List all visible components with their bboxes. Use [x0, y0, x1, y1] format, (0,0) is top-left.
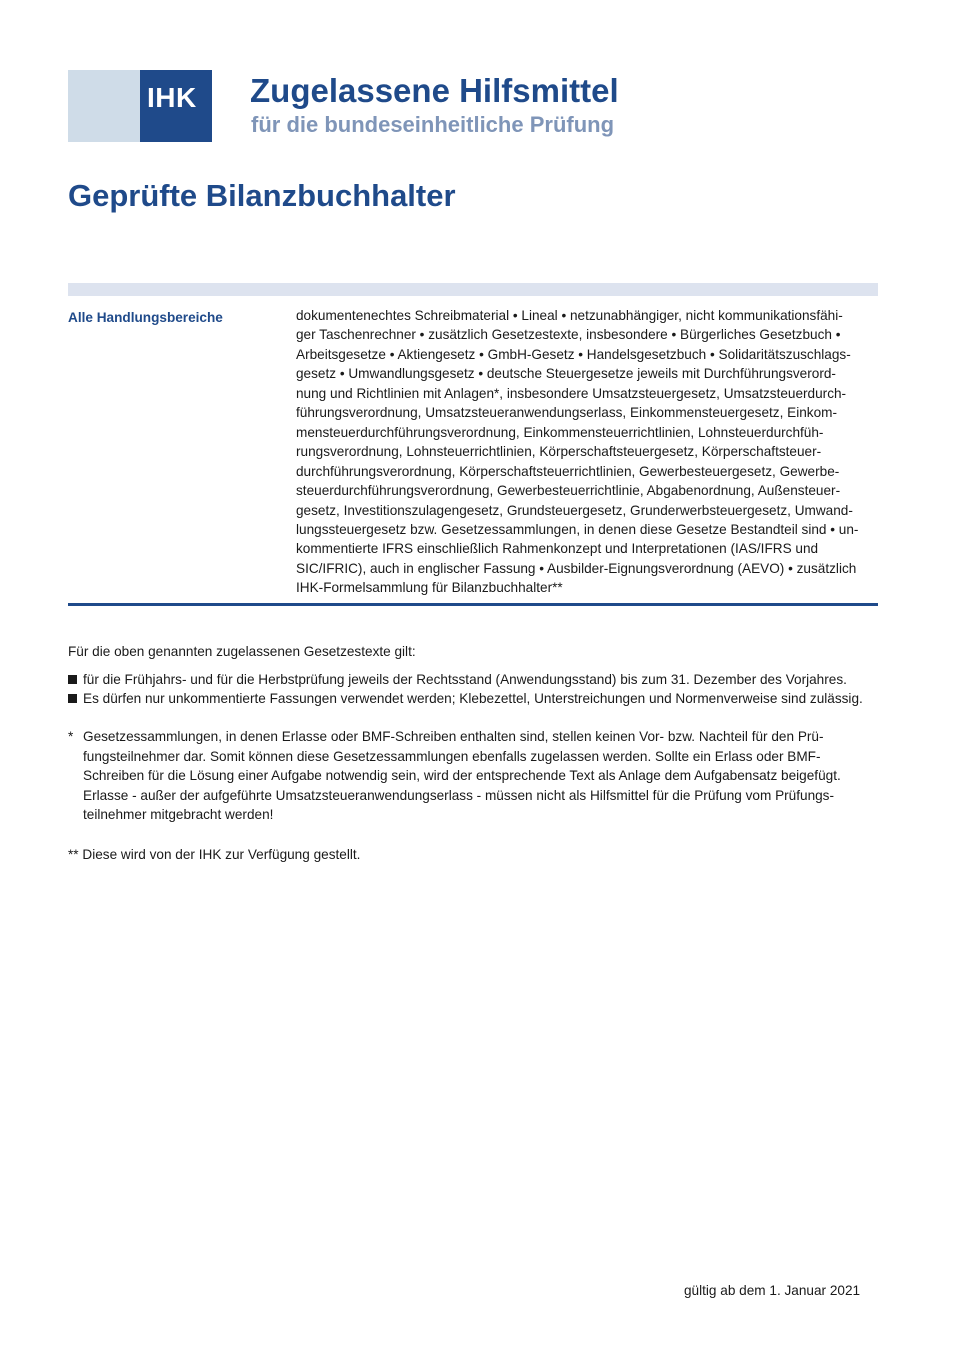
bullet-text: Es dürfen nur unkommentierte Fassungen verwendet werden; Klebezettel, Unterstreichungen und Normenverweise sind zulässig. — [83, 691, 863, 706]
footnote-line: Schreiben für die Lösung einer Aufgabe notwendig sein, wird der entsprechende Text als Anlage dem Aufgabensatz beigefügt. — [83, 768, 841, 784]
footnote-text: Diese wird von der IHK zur Verfügung gestellt. — [82, 847, 361, 862]
square-bullet-icon — [68, 694, 77, 703]
section-line: SIC/IFRIC), auch in englischer Fassung • Ausbilder-Eignungsverordnung (AEVO) • zusätzlich — [296, 560, 857, 576]
section-label: Alle Handlungsbereiche — [68, 310, 223, 325]
footnote-line: Erlasse - außer der aufgeführte Umsatzsteueranwendungserlass - müssen nicht als Hilfsmittel für die Prüfung vom Prüfungs- — [83, 787, 835, 803]
footnote-line: Gesetzessammlungen, in denen Erlasse oder BMF-Schreiben enthalten sind, stellen keinen Vor- bzw. Nachteil für den Prü- — [83, 729, 824, 744]
intro-text: Für die oben genannten zugelassenen Gesetzestexte gilt: — [68, 644, 416, 659]
square-bullet-icon — [68, 675, 77, 684]
logo-light-block — [68, 70, 140, 142]
section-line: ger Taschenrechner • zusätzlich Gesetzestexte, insbesondere • Bürgerliches Gesetzbuch • — [296, 327, 841, 343]
section-band — [68, 283, 878, 296]
section-line: dokumentenechtes Schreibmaterial • Lineal • netzunabhängiger, nicht kommunikationsfähi- — [296, 308, 843, 323]
section-divider — [68, 603, 878, 606]
footnote-mark: * — [68, 729, 74, 744]
section-line: durchführungsverordnung, Körperschaftsteuerrichtlinien, Gewerbesteuergesetz, Gewerbe- — [296, 463, 840, 479]
section-text — [296, 306, 881, 598]
header-title: Zugelassene Hilfsmittel — [250, 72, 619, 109]
section-line: nung und Richtlinien mit Anlagen*, insbesondere Umsatzsteuergesetz, Umsatzsteuerdurch- — [296, 385, 847, 401]
ihk-logo — [68, 70, 212, 142]
section-line: lungssteuergesetz bzw. Gesetzessammlungen, in denen diese Gesetze Bestandteil sind • un- — [296, 521, 859, 537]
section-line: IHK-Formelsammlung für Bilanzbuchhalter** — [296, 580, 563, 596]
page-title: Geprüfte Bilanzbuchhalter — [68, 178, 456, 213]
footnote-mark: ** — [68, 847, 79, 862]
validity-footer: gültig ab dem 1. Januar 2021 — [684, 1283, 861, 1298]
footnote-line: teilnehmer mitgebracht werden! — [83, 807, 274, 823]
section-line: Arbeitsgesetze • Aktiengesetz • GmbH-Gesetz • Handelsgesetzbuch • Solidaritätszuschlags- — [296, 346, 851, 362]
section-line: kommentierte IFRS einschließlich Rahmenkonzept und Interpretationen (IAS/IFRS und — [296, 541, 819, 557]
footnote-line: fungsteilnehmer dar. Somit können diese Gesetzessammlungen ebenfalls zugelassen werden. Sollte ein Erlass oder BMF- — [83, 748, 821, 764]
bullet-item — [68, 670, 847, 689]
logo-text: IHK — [147, 82, 197, 113]
section-line: rungsverordnung, Lohnsteuerrichtlinien, Körperschaftsteuergesetz, Körperschaftsteuer- — [296, 444, 822, 460]
header-subtitle: für die bundeseinheitliche Prüfung — [251, 112, 615, 137]
section-line: steuerdurchführungsverordnung, Gewerbesteuerrichtlinie, Abgabenordnung, Außensteuer- — [296, 483, 841, 499]
section-line: gesetz, Investitionszulagengesetz, Grundsteuergesetz, Grunderwerbsteuergesetz, Umwand- — [296, 502, 853, 518]
section-line: mensteuerdurchführungsverordnung, Einkommensteuerrichtlinien, Lohnsteuerdurchfüh- — [296, 424, 824, 440]
section-line: gesetz • Umwandlungsgesetz • deutsche Steuergesetze jeweils mit Durchführungsverord- — [296, 366, 836, 382]
bullet-text: für die Frühjahrs- und für die Herbstprüfung jeweils der Rechtsstand (Anwendungsstand) bis zum 31. Dezember des Vorjahres. — [83, 672, 847, 687]
bullet-item — [68, 689, 863, 708]
footnote-double-asterisk — [68, 845, 360, 864]
section-line: führungsverordnung, Umsatzsteueranwendungserlass, Einkommensteuergesetz, Einkom- — [296, 405, 838, 421]
